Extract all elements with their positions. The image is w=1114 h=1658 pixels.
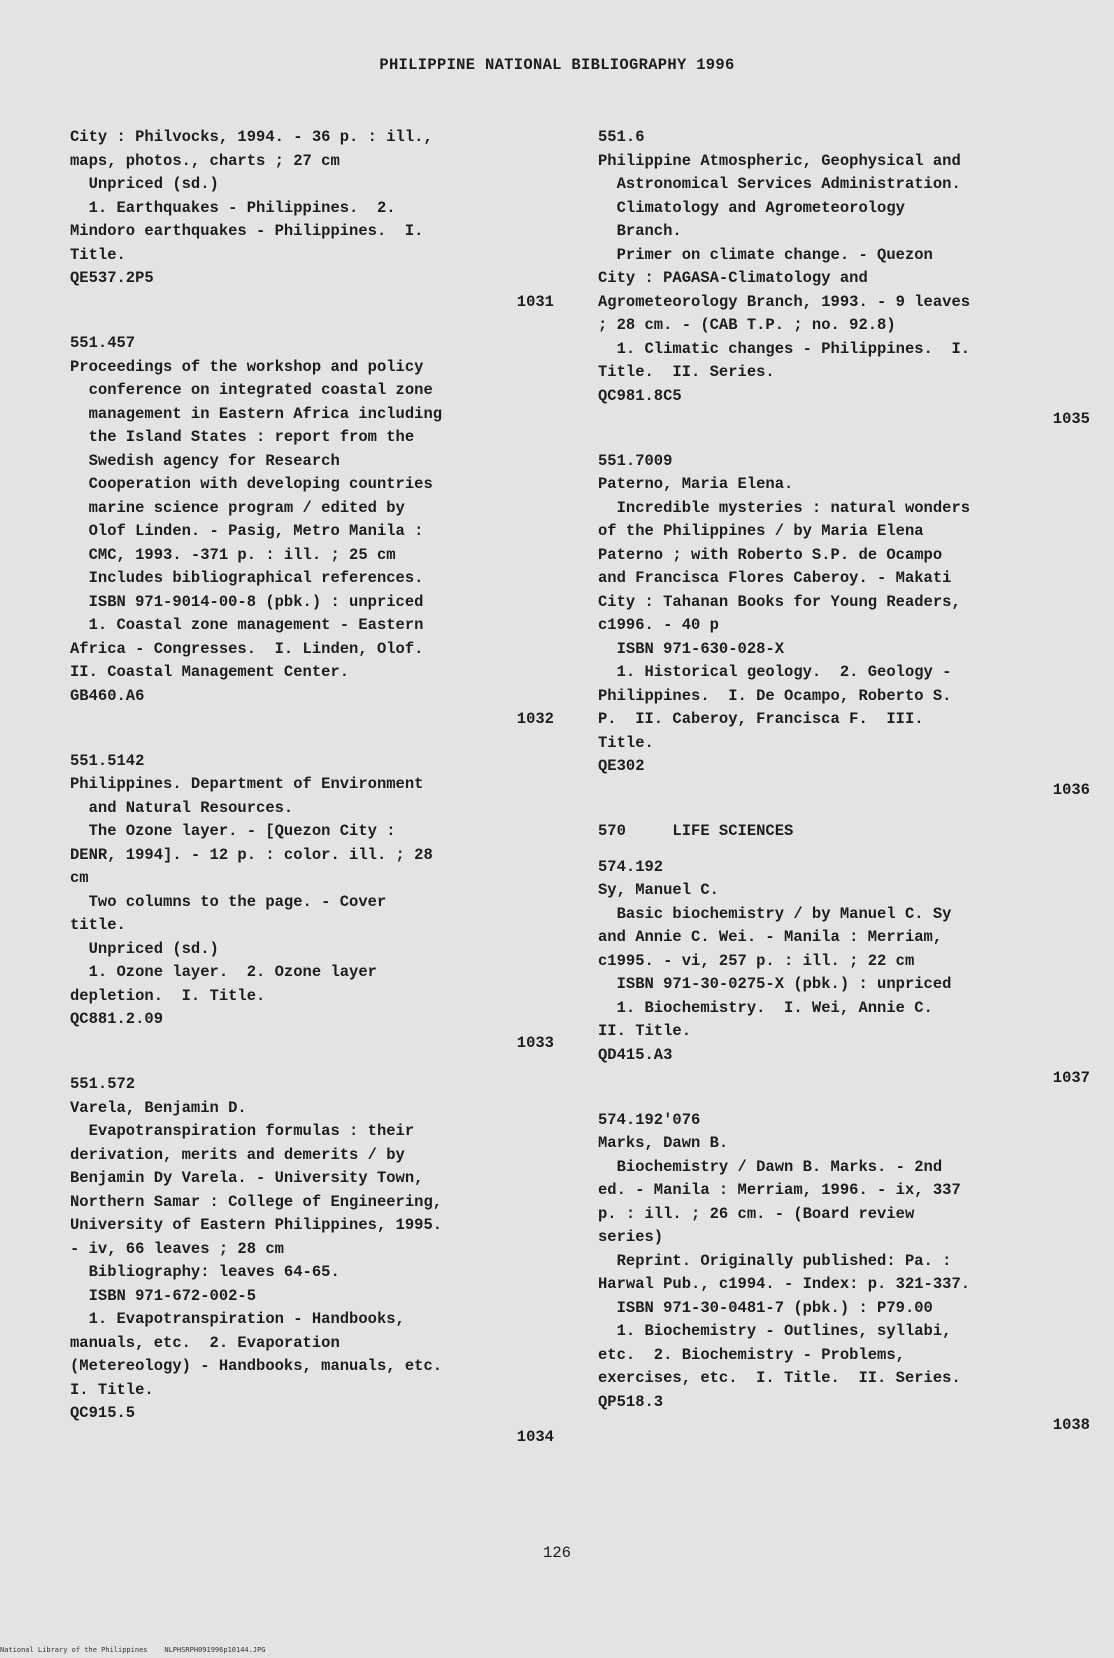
entry-line: maps, photos., charts ; 27 cm (70, 151, 340, 170)
running-head: PHILIPPINE NATIONAL BIBLIOGRAPHY 1996 (379, 56, 735, 74)
entry-line: ISBN 971-672-002-5 (70, 1286, 257, 1305)
entry-line: ISBN 971-9014-00-8 (pbk.) : unpriced (70, 592, 424, 611)
entry-line: etc. 2. Biochemistry - Problems, (598, 1345, 905, 1364)
scan-footer: National Library of the Philippines NLPHSRPH091996p10144.JPG (0, 1646, 266, 1654)
entry-number: 1036 (1052, 780, 1090, 799)
entry-number: 1032 (516, 710, 554, 728)
entry-line: title. (70, 916, 126, 934)
entry-line: 574.192'076 (598, 1110, 701, 1129)
entry-line: Philippine Atmospheric, Geophysical and (598, 151, 961, 170)
entry-line: QD415.A3 (598, 1045, 673, 1064)
bibliography-entry (70, 750, 554, 1056)
entry-line: II. Title. (598, 1022, 692, 1040)
entry-line: City : PAGASA-Climatology and (598, 269, 868, 287)
entry-line: QP518.3 (598, 1392, 664, 1411)
entry-line: Swedish agency for Research (70, 451, 340, 470)
entry-line: Evapotranspiration formulas : their (70, 1122, 415, 1140)
entry-line: 551.572 (70, 1075, 136, 1093)
entry-line: ISBN 971-30-0481-7 (pbk.) : P79.00 (598, 1298, 933, 1317)
entry-line: p. : ill. ; 26 cm. - (Board review (598, 1204, 915, 1223)
entry-line: 551.6 (598, 128, 645, 146)
section-heading: 570 LIFE SCIENCES (598, 822, 794, 840)
entry-line: Cooperation with developing countries (70, 475, 433, 493)
entry-number: 1031 (516, 292, 554, 311)
entry-line: Unpriced (sd.) (70, 175, 219, 193)
entry-line: Marks, Dawn B. (598, 1134, 729, 1152)
page-number: 126 (543, 1544, 571, 1562)
entry-line: QE537.2P5 (70, 269, 154, 287)
entry-line: City : Philvocks, 1994. - 36 p. : ill., (70, 128, 433, 146)
entry-line: marine science program / edited by (70, 498, 405, 517)
bibliography-entry (70, 1073, 554, 1449)
entry-line: Branch. (598, 222, 682, 240)
entry-line: and Annie C. Wei. - Manila : Merriam, (598, 928, 943, 946)
entry-number: 1038 (1052, 1416, 1090, 1434)
entry-line: City : Tahanan Books for Young Readers, (598, 592, 961, 611)
entry-number: 1035 (1052, 410, 1090, 428)
entry-line: 551.457 (70, 334, 136, 352)
entry-line: DENR, 1994]. - 12 p. : color. ill. ; 28 (70, 845, 433, 864)
entry-line: 1. Historical geology. 2. Geology - (598, 663, 952, 681)
entry-line: and Francisca Flores Caberoy. - Makati (598, 569, 952, 587)
entry-line: 1. Biochemistry - Outlines, syllabi, (598, 1322, 952, 1340)
entry-line: Title. (598, 733, 654, 752)
entry-line: 551.5142 (70, 751, 145, 770)
entry-line: Paterno, Maria Elena. (598, 475, 794, 493)
entry-line: QE302 (598, 757, 645, 775)
entry-line: Varela, Benjamin D. (70, 1098, 247, 1117)
entry-number: 1037 (1052, 1069, 1090, 1087)
entry-line: ISBN 971-630-028-X (598, 639, 785, 658)
entry-line: Basic biochemistry / by Manuel C. Sy (598, 904, 952, 923)
entry-line: Sy, Manuel C. (598, 881, 719, 899)
entry-line: QC915.5 (70, 1404, 136, 1422)
entry-line: depletion. I. Title. (70, 986, 266, 1005)
entry-line: Harwal Pub., c1994. - Index: p. 321-337. (598, 1275, 971, 1293)
entry-line: 1. Climatic changes - Philippines. I. (598, 339, 971, 358)
entry-line: P. II. Caberoy, Francisca F. III. (598, 710, 924, 728)
entry-line: exercises, etc. I. Title. II. Series. (598, 1369, 961, 1387)
entry-line: c1996. - 40 p (598, 616, 719, 634)
entry-line: II. Coastal Management Center. (70, 663, 350, 681)
entry-line: Bibliography: leaves 64-65. (70, 1263, 340, 1281)
entry-line: (Metereology) - Handbooks, manuals, etc. (70, 1357, 443, 1375)
entry-line: Biochemistry / Dawn B. Marks. - 2nd (598, 1157, 943, 1176)
entry-line: Primer on climate change. - Quezon (598, 245, 933, 264)
entry-line: Mindoro earthquakes - Philippines. I. (70, 222, 424, 240)
entry-line: cm (70, 869, 89, 887)
entry-line: Olof Linden. - Pasig, Metro Manila : (70, 522, 424, 540)
bibliography-entry (598, 856, 1090, 1091)
bibliography-entry (70, 332, 554, 732)
entry-line: Agrometeorology Branch, 1993. - 9 leaves (598, 292, 971, 311)
entry-line: QC881.2.09 (70, 1010, 164, 1028)
entry-line: ed. - Manila : Merriam, 1996. - ix, 337 (598, 1181, 961, 1199)
right-column (598, 126, 1090, 1456)
entry-line: 551.7009 (598, 451, 673, 470)
entry-number: 1033 (516, 1033, 554, 1052)
entry-line: ; 28 cm. - (CAB T.P. ; no. 92.8) (598, 316, 896, 334)
entry-line: CMC, 1993. -371 p. : ill. ; 25 cm (70, 545, 396, 564)
entry-line: 1. Ozone layer. 2. Ozone layer (70, 963, 377, 981)
entry-line: ISBN 971-30-0275-X (pbk.) : unpriced (598, 975, 952, 993)
bibliography-entry (598, 1109, 1090, 1438)
entry-line: I. Title. (70, 1380, 154, 1399)
entry-line: management in Eastern Africa including (70, 404, 443, 423)
entry-line: Includes bibliographical references. (70, 569, 424, 587)
entry-line: manuals, etc. 2. Evaporation (70, 1333, 340, 1352)
entry-line: Benjamin Dy Varela. - University Town, (70, 1169, 424, 1187)
entry-line: Unpriced (sd.) (70, 939, 219, 958)
entry-line: 1. Evapotranspiration - Handbooks, (70, 1310, 405, 1328)
entry-line: and Natural Resources. (70, 798, 294, 817)
entry-line: 574.192 (598, 857, 664, 876)
entry-line: 1. Coastal zone management - Eastern (70, 616, 424, 634)
entry-line: c1995. - vi, 257 p. : ill. ; 22 cm (598, 951, 915, 970)
entry-line: QC981.8C5 (598, 386, 682, 405)
entry-line: The Ozone layer. - [Quezon City : (70, 822, 396, 840)
entry-line: derivation, merits and demerits / by (70, 1145, 405, 1164)
entry-line: Philippines. I. De Ocampo, Roberto S. (598, 686, 952, 705)
entry-line: 1. Earthquakes - Philippines. 2. (70, 198, 396, 217)
entry-line: the Island States : report from the (70, 428, 415, 446)
entry-line: Title. (70, 245, 126, 264)
entry-line: Philippines. Department of Environment (70, 775, 424, 793)
entry-line: of the Philippines / by Maria Elena (598, 522, 924, 540)
left-column (70, 126, 554, 1467)
entry-line: 1. Biochemistry. I. Wei, Annie C. (598, 998, 933, 1017)
entry-line: Proceedings of the workshop and policy (70, 357, 424, 376)
entry-number: 1034 (516, 1427, 554, 1446)
entry-line: conference on integrated coastal zone (70, 381, 433, 399)
entry-line: Paterno ; with Roberto S.P. de Ocampo (598, 545, 943, 564)
entry-line: Astronomical Services Administration. (598, 175, 961, 193)
entry-line: Climatology and Agrometeorology (598, 198, 905, 217)
entry-line: Northern Samar : College of Engineering, (70, 1192, 443, 1211)
bibliography-entry (70, 126, 554, 314)
entry-line: Incredible mysteries : natural wonders (598, 498, 971, 517)
entry-line: - iv, 66 leaves ; 28 cm (70, 1239, 284, 1258)
bibliography-entry (598, 126, 1090, 432)
entry-line: University of Eastern Philippines, 1995. (70, 1216, 443, 1234)
entry-line: Title. II. Series. (598, 363, 775, 381)
entry-line: series) (598, 1228, 664, 1246)
bibliography-entry (598, 450, 1090, 803)
entry-line: Reprint. Originally published: Pa. : (598, 1251, 952, 1270)
entry-line: Africa - Congresses. I. Linden, Olof. (70, 639, 424, 658)
entry-line: Two columns to the page. - Cover (70, 892, 387, 911)
entry-line: GB460.A6 (70, 686, 145, 705)
